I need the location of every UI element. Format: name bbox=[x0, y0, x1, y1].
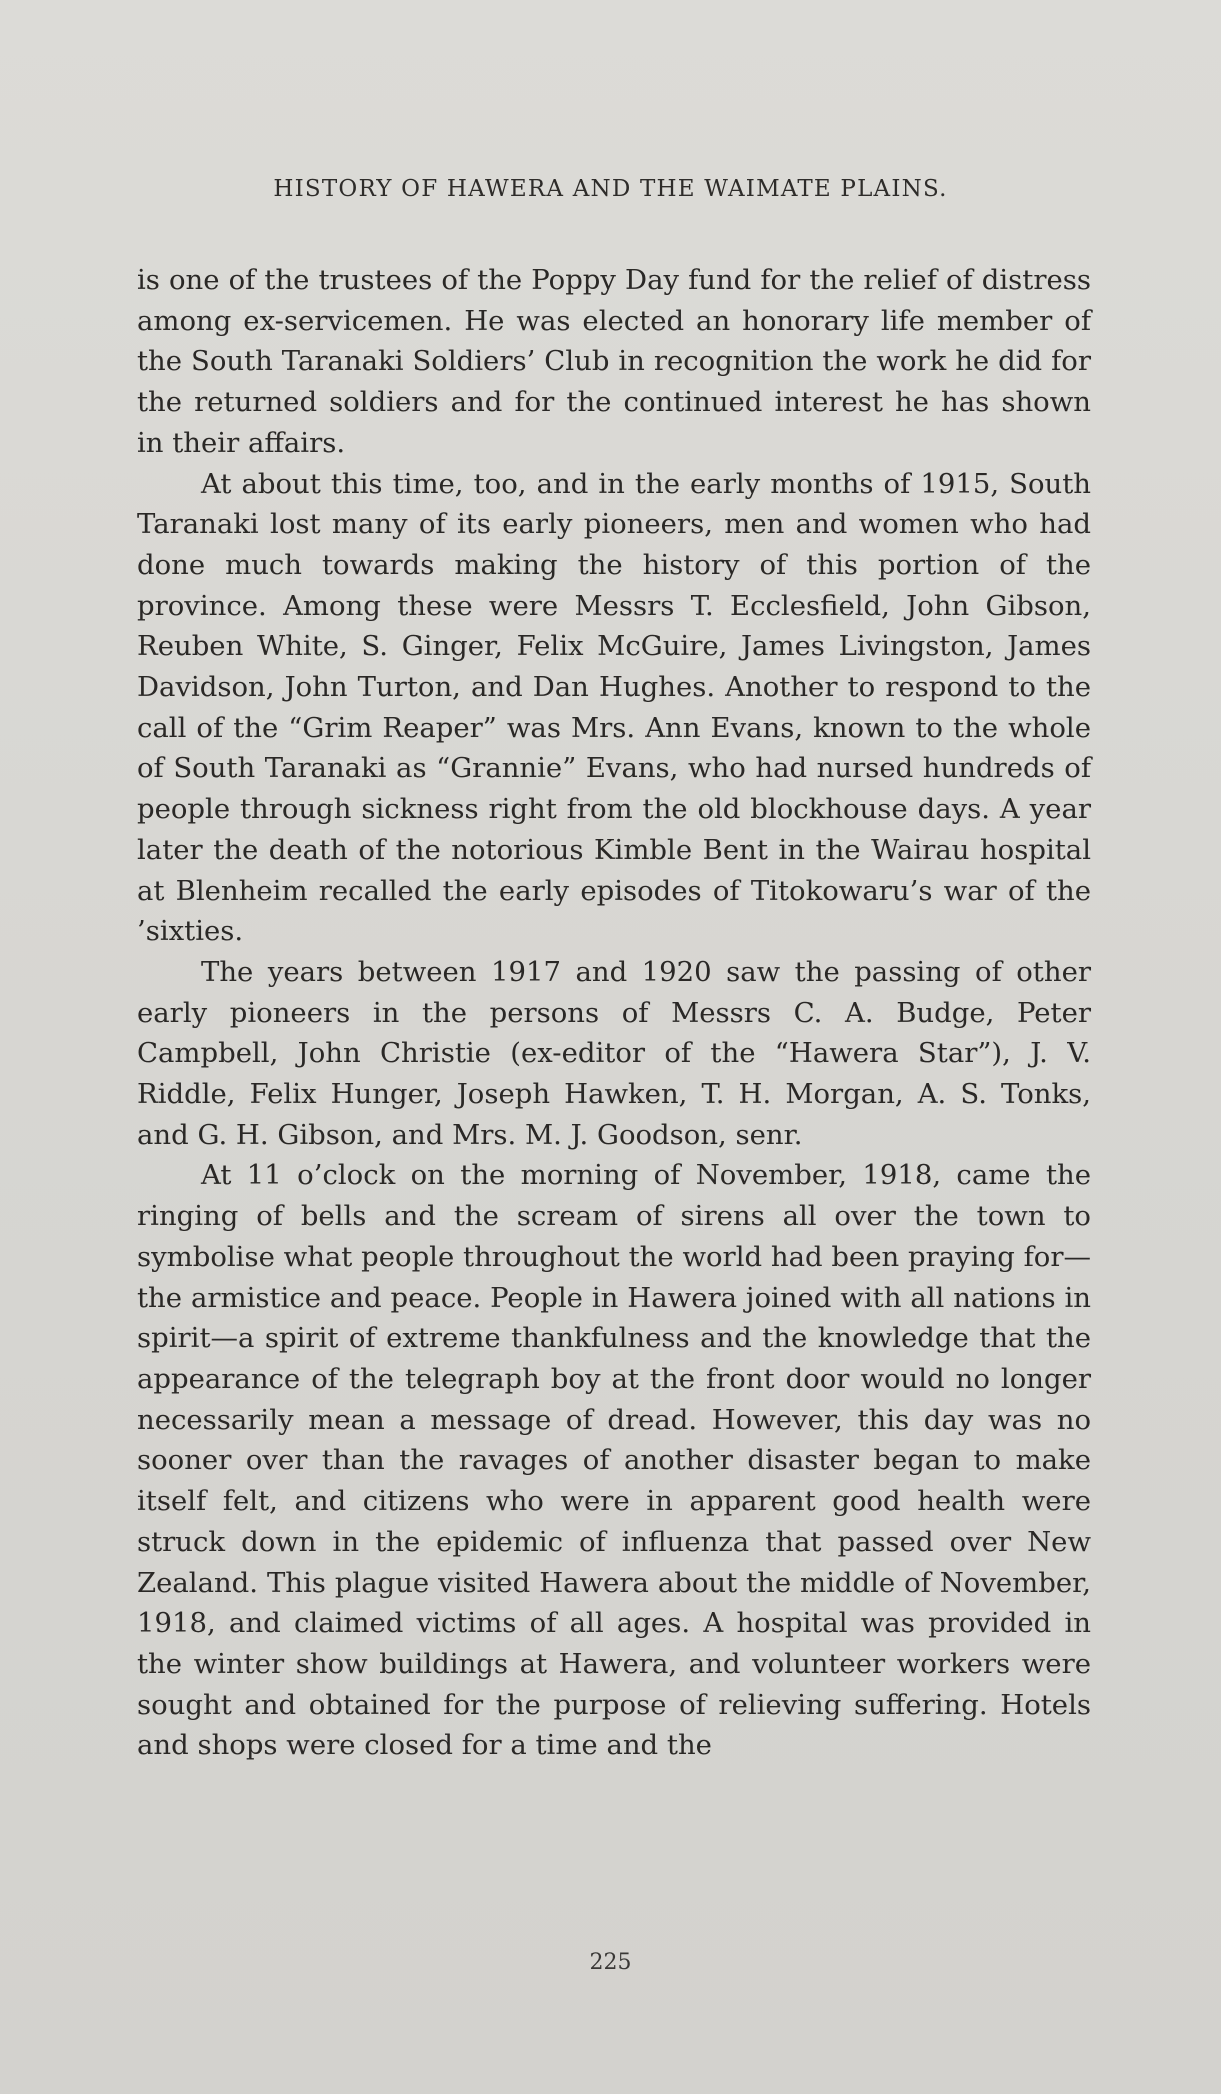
paragraph-armistice-influenza: At 11 o’clock on the morning of November, 1918, came the ringing of bells and the scream of sirens all over the town to symbolise what people throughout the world had been praying for—the armistice and peace. People in Hawera joined with all nations in spirit—a spirit of extreme thankfulness and the knowledge that the appearance of the telegraph boy at the front door would no longer necessarily mean a message of dread. However, this day was no sooner over than the ravages of another disaster began to make itself felt, and citizens who were in apparent good health were struck down in the epidemic of influenza that passed over New Zealand. This plague visited Hawera about the middle of November, 1918, and claimed victims of all ages. A hospital was provided in the winter show buildings at Hawera, and volunteer workers were sought and obtained for the purpose of relieving suffering. Hotels and shops were closed for a time and the bbox=[137, 1159, 1091, 1762]
body-text bbox=[137, 260, 1091, 1766]
page-number: 225 bbox=[589, 1950, 632, 1975]
paragraph-pioneers-1917-1920: The years between 1917 and 1920 saw the passing of other early pioneers in the persons of Messrs C. A. Budge, Peter Campbell, John Christie (ex-editor of the “Hawera Star”), J. V. Riddle, Felix Hunger, Joseph Hawken, T. H. Morgan, A. S. Tonks, and G. H. Gibson, and Mrs. M. J. Goodson, senr. bbox=[137, 955, 1091, 1151]
paragraph-pioneers-1915: At about this time, too, and in the early months of 1915, South Taranaki lost many of its early pioneers, men and women who had done much towards making the history of this portion of the province. Among these were Messrs T. Ecclesfield, John Gibson, Reuben White, S. Ginger, Felix McGuire, James Livingston, James Davidson, John Turton, and Dan Hughes. Another to respond to the call of the “Grim Reaper” was Mrs. Ann Evans, known to the whole of South Taranaki as “Grannie” Evans, who had nursed hundreds of people through sickness right from the old blockhouse days. A year later the death of the notorious Kimble Bent in the Wairau hospital at Blenheim recalled the early episodes of Titokowaru’s war of the ’sixties. bbox=[137, 467, 1091, 948]
running-head-title: HISTORY OF HAWERA AND THE WAIMATE PLAINS. bbox=[273, 176, 948, 202]
paragraph-continuation: is one of the trustees of the Poppy Day fund for the relief of distress among ex-servicemen. He was elected an honorary life member of the South Taranaki Soldiers’ Club in recognition the work he did for the returned soldiers and for the continued interest he has shown in their affairs. bbox=[137, 264, 1091, 459]
